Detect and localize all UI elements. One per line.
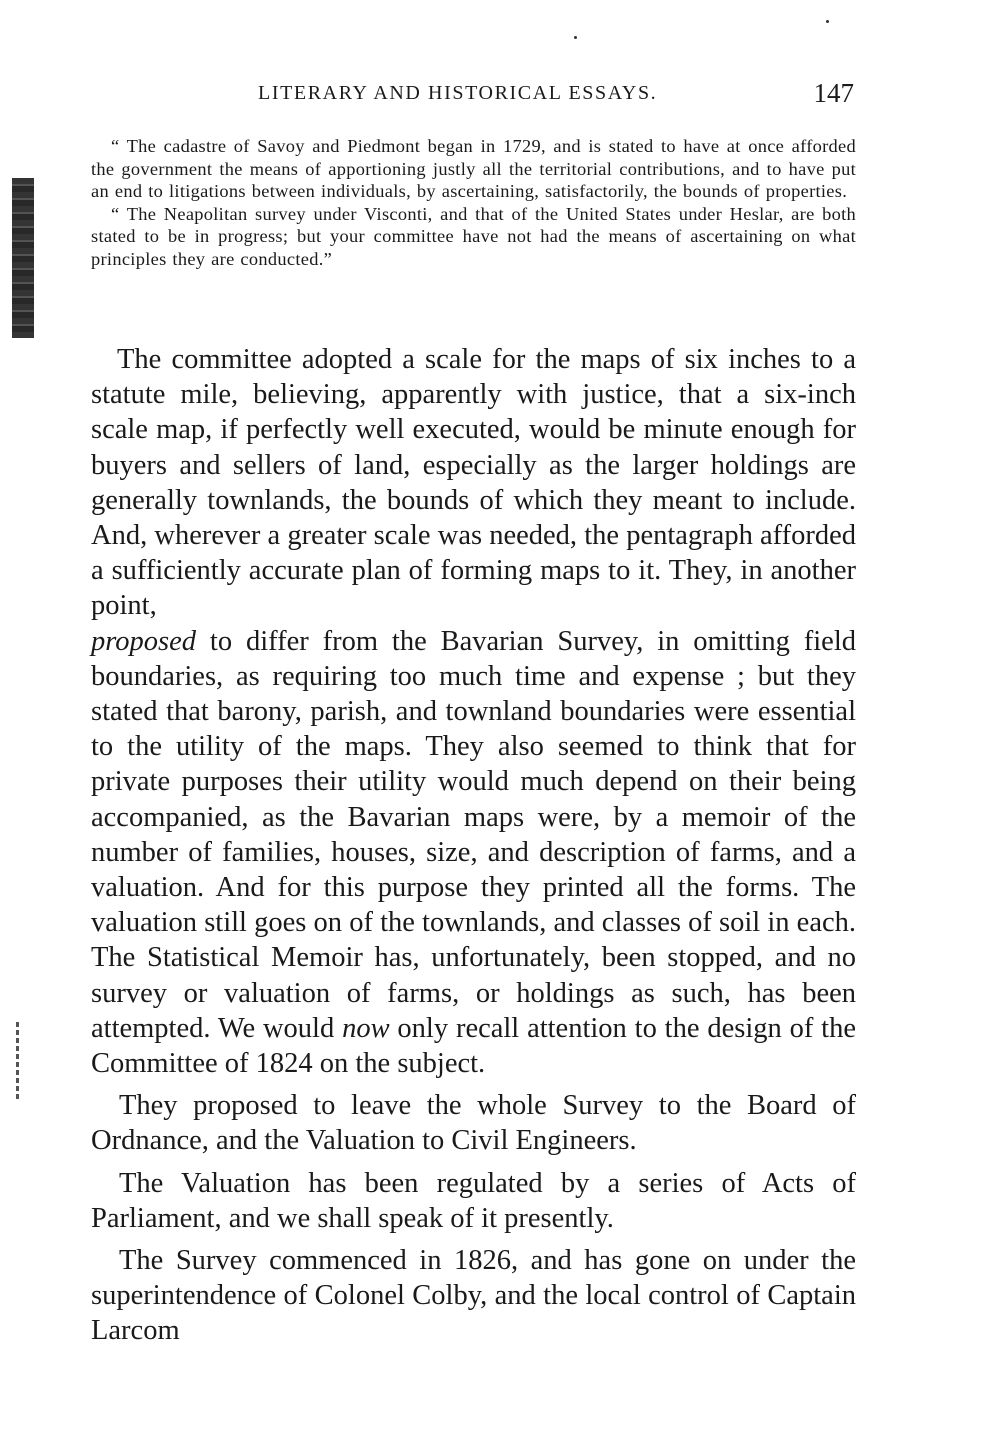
body-paragraph: The Valuation has been regulated by a series of Acts of Parliament, and we shall speak of it presently. [91, 1167, 856, 1234]
italic-text: proposed [91, 625, 197, 657]
binding-margin-mark [12, 178, 34, 338]
main-text [91, 342, 856, 1356]
margin-line-mark [16, 1022, 19, 1102]
quote-paragraph: “ The cadastre of Savoy and Piedmont began in 1729, and is stated to have at once afforded the government the means of apportioning justly all the territorial contributions, and to have put an end to litigations between individuals, by ascertaining, satisfactorily, the bounds of properties. [91, 136, 856, 201]
body-paragraph: They proposed to leave the whole Survey to the Board of Ordnance, and the Valuation to Civil Engineers. [91, 1090, 856, 1157]
scan-speck [574, 36, 577, 39]
text-run: only recall attention to the design of the Committee of 1824 on the subject. [91, 1012, 857, 1080]
body-paragraph [91, 342, 856, 1081]
italic-text: now [342, 1012, 390, 1044]
text-run: to differ from the Bavarian Survey, in omitting field boundaries, as requiring too much time and expense ; but they stated that barony, parish, and townland boundaries were essential to the utility of the maps. They also seemed to think that for private purposes their utility would much depend on their being accompanied, as the Bavarian maps were, by a memoir of the number of families, houses, size, and description of farms, and a valuation. And for this purpose they printed all the forms. The valuation still goes on of the townlands, and classes of soil in each. The Statistical Memoir has, unfortunately, been stopped, and no survey or valuation of farms, or holdings as such, has been attempted. We would [91, 625, 856, 1044]
block-quote [91, 135, 856, 270]
page-header [90, 78, 856, 108]
page-number: 147 [813, 78, 854, 108]
quote-paragraph: “ The Neapolitan survey under Visconti, and that of the United States under Heslar, are both stated to be in progress; but your committee have not had the means of ascertaining on what principles they are conducted.” [91, 203, 856, 269]
running-title: LITERARY AND HISTORICAL ESSAYS. [258, 82, 658, 104]
text-run: The committee adopted a scale for the maps of six inches to a statute mile, believing, apparently with justice, that a six-inch scale map, if perfectly well executed, would be minute enough for buyers and sellers of land, especially as the larger holdings are generally townlands, the bounds of which they meant to include. And, wherever a greater scale was needed, the pentagraph afforded a sufficiently accurate plan of forming maps to it. They, in another point, [91, 344, 856, 622]
body-paragraph: The Survey commenced in 1826, and has gone on under the superintendence of Colonel Colby, and the local control of Captain Larcom [91, 1245, 856, 1347]
scan-speck [826, 20, 829, 23]
